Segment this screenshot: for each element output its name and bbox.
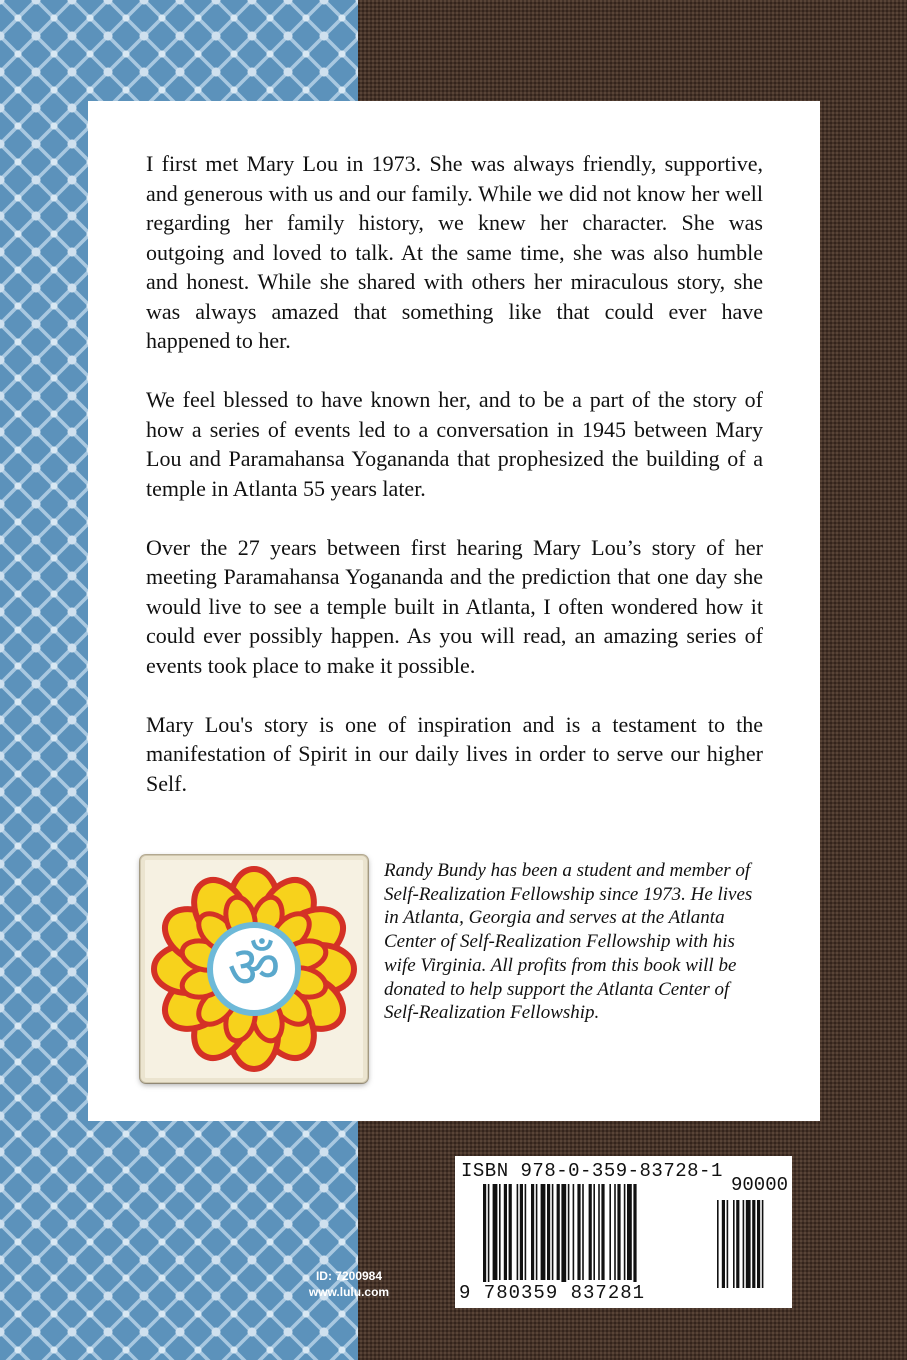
barcode-bar: [520, 1184, 523, 1280]
paragraph-1: I first met Mary Lou in 1973. She was always friendly, supportive, and generous with us and our family. While we did not know her well regarding her family history, we knew her character. She was outgoing and loved to talk. At the same time, she was also humble and honest. While she shared with others her miraculous story, she was always amazed that something like that could ever have happened to her.: [146, 151, 763, 353]
barcode-bar: [541, 1184, 546, 1280]
barcode-addon-bar: [752, 1200, 755, 1288]
barcode-addon-bar: [717, 1200, 719, 1288]
barcode-bar: [499, 1184, 501, 1280]
barcode-bar: [531, 1184, 534, 1280]
paragraph-2: We feel blessed to have known her, and to be a part of the story of how a series of events led to a conversation in 1945 between Mary Lou and Paramahansa Yogananda that prophesized the building of a temple in Atlanta 55 years later.: [146, 387, 763, 501]
isbn-barcode: [455, 1156, 792, 1308]
om-symbol-icon: ॐ: [227, 933, 281, 1001]
barcode-addon-bar: [757, 1200, 760, 1288]
barcode-bar: [552, 1184, 554, 1280]
barcode-bar: [633, 1184, 636, 1288]
paragraph-4: Mary Lou's story is one of inspiration and is a testament to the manifestation of Spirit in our daily lives in order to serve our higher Self.: [146, 711, 763, 796]
publisher-url: www.lulu.com: [308, 1285, 390, 1299]
om-mandala-emblem: [140, 855, 368, 1083]
barcode-addon-bar: [727, 1200, 729, 1288]
barcode-bar: [547, 1184, 550, 1280]
barcode-bar: [483, 1184, 486, 1288]
body-text: [146, 149, 763, 828]
paragraph-3: Over the 27 years between first hearing Mary Lou’s story of her meeting Paramahansa Yogananda and the prediction that one day she would live to see a temple built in Atlanta, I often wondered how it could ever possibly happen. As you will read, an amazing series of events took place to make it possible.: [146, 534, 763, 678]
barcode-bar: [504, 1184, 507, 1280]
barcode-bar: [561, 1184, 566, 1288]
barcode-bar: [557, 1184, 560, 1280]
barcode-bar: [536, 1184, 538, 1280]
isbn-label: ISBN 978-0-359-83728-1: [461, 1160, 723, 1182]
barcode-bar: [517, 1184, 519, 1280]
barcode-bar: [601, 1184, 604, 1280]
barcode-bar: [609, 1184, 611, 1280]
barcode-bar: [598, 1184, 600, 1280]
barcode-addon-bar: [762, 1200, 764, 1288]
barcode-bar: [617, 1184, 620, 1280]
barcode-addon-bar: [743, 1200, 745, 1288]
barcode-bar: [627, 1184, 632, 1280]
barcode-bar: [525, 1184, 527, 1280]
barcode-bar: [493, 1184, 498, 1280]
barcode-bar: [624, 1184, 626, 1280]
publisher-id: ID: 7200984: [315, 1269, 383, 1283]
barcode-bar: [488, 1184, 490, 1288]
barcode-bar: [577, 1184, 580, 1280]
barcode-bar: [614, 1184, 616, 1280]
back-cover-text-panel: [88, 101, 820, 1121]
barcode-bar: [509, 1184, 512, 1280]
barcode-bar: [573, 1184, 575, 1280]
barcode-addon-bar: [733, 1200, 735, 1288]
publisher-info: [294, 1268, 404, 1300]
barcode-bar: [582, 1184, 584, 1280]
barcode-addon-bar: [746, 1200, 751, 1288]
barcode-bar: [568, 1184, 570, 1280]
author-bio: Randy Bundy has been a student and member of Self-Realization Fellowship since 1973. He lives in Atlanta, Georgia and serves at the Atlanta Center of Self-Realization Fellowship with his wife Virginia. All profits from this book will be donated to help support the Atlanta Center of Self-Realization Fellowship.: [384, 860, 753, 1024]
price-code: 90000: [730, 1174, 788, 1196]
barcode-bar: [593, 1184, 595, 1280]
barcode-addon-bar: [722, 1200, 725, 1288]
barcode-addon-bar: [736, 1200, 739, 1288]
barcode-digits: 9 780359 837281: [459, 1282, 646, 1304]
barcode-bar: [589, 1184, 592, 1280]
om-mandala-icon: [141, 856, 367, 1082]
